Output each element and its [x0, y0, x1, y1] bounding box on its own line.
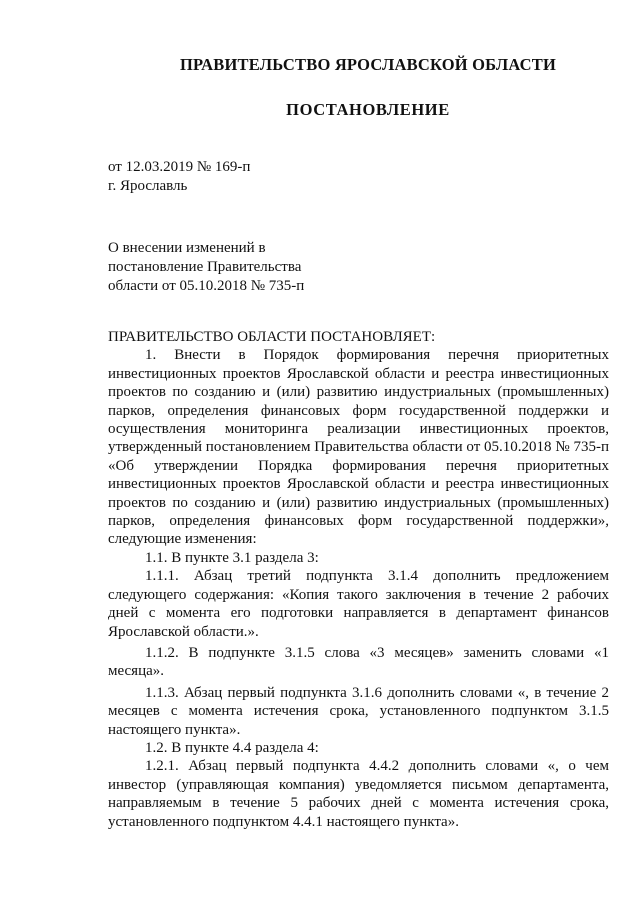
- paragraph-1-1-3: 1.1.3. Абзац первый подпункта 3.1.6 дополнить словами «, в течение 2 месяцев с момента истечения срока, установленного подпунктом 3.1.5 настоящего пункта».: [108, 684, 609, 738]
- document-type: ПОСТАНОВЛЕНИЕ: [286, 100, 450, 119]
- paragraph-1-2: 1.2. В пункте 4.4 раздела 4:: [145, 739, 319, 756]
- document-subject: [108, 239, 368, 296]
- paragraph-1: 1. Внести в Порядок формирования перечня приоритетных инвестиционных проектов Ярославской области и реестра инвестиционных проектов по созданию и (или) развитию индустриальных (промышленных) парков, определения финансовых форм государственной поддержки и осуществления мониторинга реализации инвестиционных проектов, утвержденный постановлением Правительства области от 05.10.2018 № 735-п «Об утверждении Порядка формирования перечня приоритетных инвестиционных проектов Ярославской области и реестра инвестиционных проектов по созданию и (или) развитию индустриальных (промышленных) парков, определения финансовых форм государственной поддержки», следующие изменения:: [108, 347, 609, 548]
- paragraph-1-2-1: 1.2.1. Абзац первый подпункта 4.4.2 дополнить словами «, о чем инвестор (управляющая компания) уведомляется письмом департамента, направляемым в течение 5 рабочих дней с момента истечения срока, установленного подпунктом 4.4.1 настоящего пункта».: [108, 758, 609, 830]
- issuing-authority: ПРАВИТЕЛЬСТВО ЯРОСЛАВСКОЙ ОБЛАСТИ: [179, 55, 557, 74]
- city: г. Ярославль: [108, 178, 188, 194]
- document-body: [108, 328, 609, 831]
- paragraph-1-1-2: 1.1.2. В подпункте 3.1.5 слова «3 месяцев» заменить словами «1 месяца».: [108, 644, 609, 680]
- subject-line: постановление Правительства: [108, 259, 302, 275]
- decree-intro: ПРАВИТЕЛЬСТВО ОБЛАСТИ ПОСТАНОВЛЯЕТ:: [108, 329, 436, 345]
- subject-line: области от 05.10.2018 № 735-п: [108, 278, 305, 294]
- paragraph-1-1-1: 1.1.1. Абзац третий подпункта 3.1.4 дополнить предложением следующего содержания: «Копия такого заключения в течение 2 рабочих дней с момента его подготовки направляется в департамент финансов Ярославской области.».: [108, 568, 609, 640]
- subject-line: О внесении изменений в: [108, 240, 266, 256]
- document-meta: [108, 158, 250, 196]
- paragraph-1-1: 1.1. В пункте 3.1 раздела 3:: [145, 549, 319, 566]
- date-number: от 12.03.2019 № 169-п: [108, 159, 251, 175]
